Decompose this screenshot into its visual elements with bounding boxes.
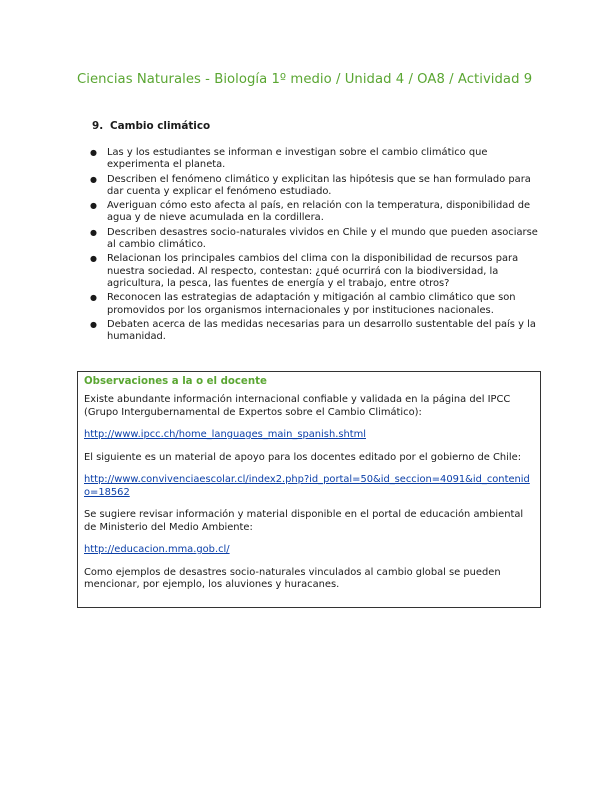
list-item [90,147,540,172]
list-item-text: Debaten acerca de las medidas necesarias para un desarrollo sustentable del país y la humanidad. [107,318,536,343]
convivencia-escolar-link[interactable]: http://www.convivenciaescolar.cl/index2.php?id_portal=50&id_seccion=4091&id_contenido=18562 [84,474,530,498]
bullet-icon: ● [90,148,97,157]
section-title-text: Cambio climático [110,120,211,132]
section-title [92,120,210,132]
teacher-observations-box [77,371,541,608]
section-number: 9. [92,120,104,132]
list-item-text: Relacionan los principales cambios del clima con la disponibilidad de recursos para nuestra sociedad. Al respecto, contestan: ¿qué ocurrirá con la biodiversidad, la agricultura, la pesca, las fuentes de energía y el trabajo, entre otros? [107,253,519,289]
list-item-text: Averiguan cómo esto afecta al país, en relación con la temperatura, disponibilidad de agua y de nieve acumulada en la cordillera. [107,200,531,224]
list-item [90,292,540,317]
bullet-icon: ● [90,319,97,329]
observations-paragraph-ministerio: Se sugiere revisar información y material disponible en el portal de educación ambiental de Ministerio del Medio Ambiente: [84,509,524,533]
bullet-icon: ● [90,254,97,264]
bullet-icon: ● [90,227,97,237]
bullet-icon: ● [90,174,97,184]
list-item [90,227,540,252]
list-item-text: Describen el fenómeno climático y explicitan las hipótesis que se han formulado para dar cuenta y explicar el fenómeno estudiado. [107,173,531,197]
bullet-icon: ● [90,201,97,211]
observations-paragraph-gobierno: El siguiente es un material de apoyo para los docentes editado por el gobierno de Chile: [84,451,522,463]
list-item [90,174,540,199]
observations-paragraph-ejemplos: Como ejemplos de desastres socio-naturales vinculados al cambio global se pueden mencionar, por ejemplo, los aluviones y huracanes. [84,566,501,590]
list-item-text: Describen desastres socio-naturales vividos en Chile y el mundo que pueden asociarse al cambio climático. [107,226,538,251]
list-item-text: Reconocen las estrategias de adaptación y mitigación al cambio climático que son promovidos por los organismos internacionales y por instituciones nacionales. [107,292,516,316]
page-breadcrumb-header: Ciencias Naturales - Biología 1º medio / Unidad 4 / OA8 / Actividad 9 [77,72,533,87]
observations-title: Observaciones a la o el docente [84,376,267,387]
list-item-text: Las y los estudiantes se informan e investigan sobre el cambio climático que experimenta el planeta. [107,147,488,171]
list-item [90,253,540,290]
bullet-icon: ● [90,293,97,303]
educacion-mma-link[interactable]: http://educacion.mma.gob.cl/ [84,544,230,555]
list-item [90,319,540,344]
observations-paragraph-ipcc: Existe abundante información internacional confiable y validada en la página del IPCC (Grupo Intergubernamental de Expertos sobre el Cambio Climático): [84,394,511,418]
list-item [90,200,540,225]
ipcc-link[interactable]: http://www.ipcc.ch/home_languages_main_spanish.shtml [84,429,366,440]
activity-bullet-list [90,147,540,345]
